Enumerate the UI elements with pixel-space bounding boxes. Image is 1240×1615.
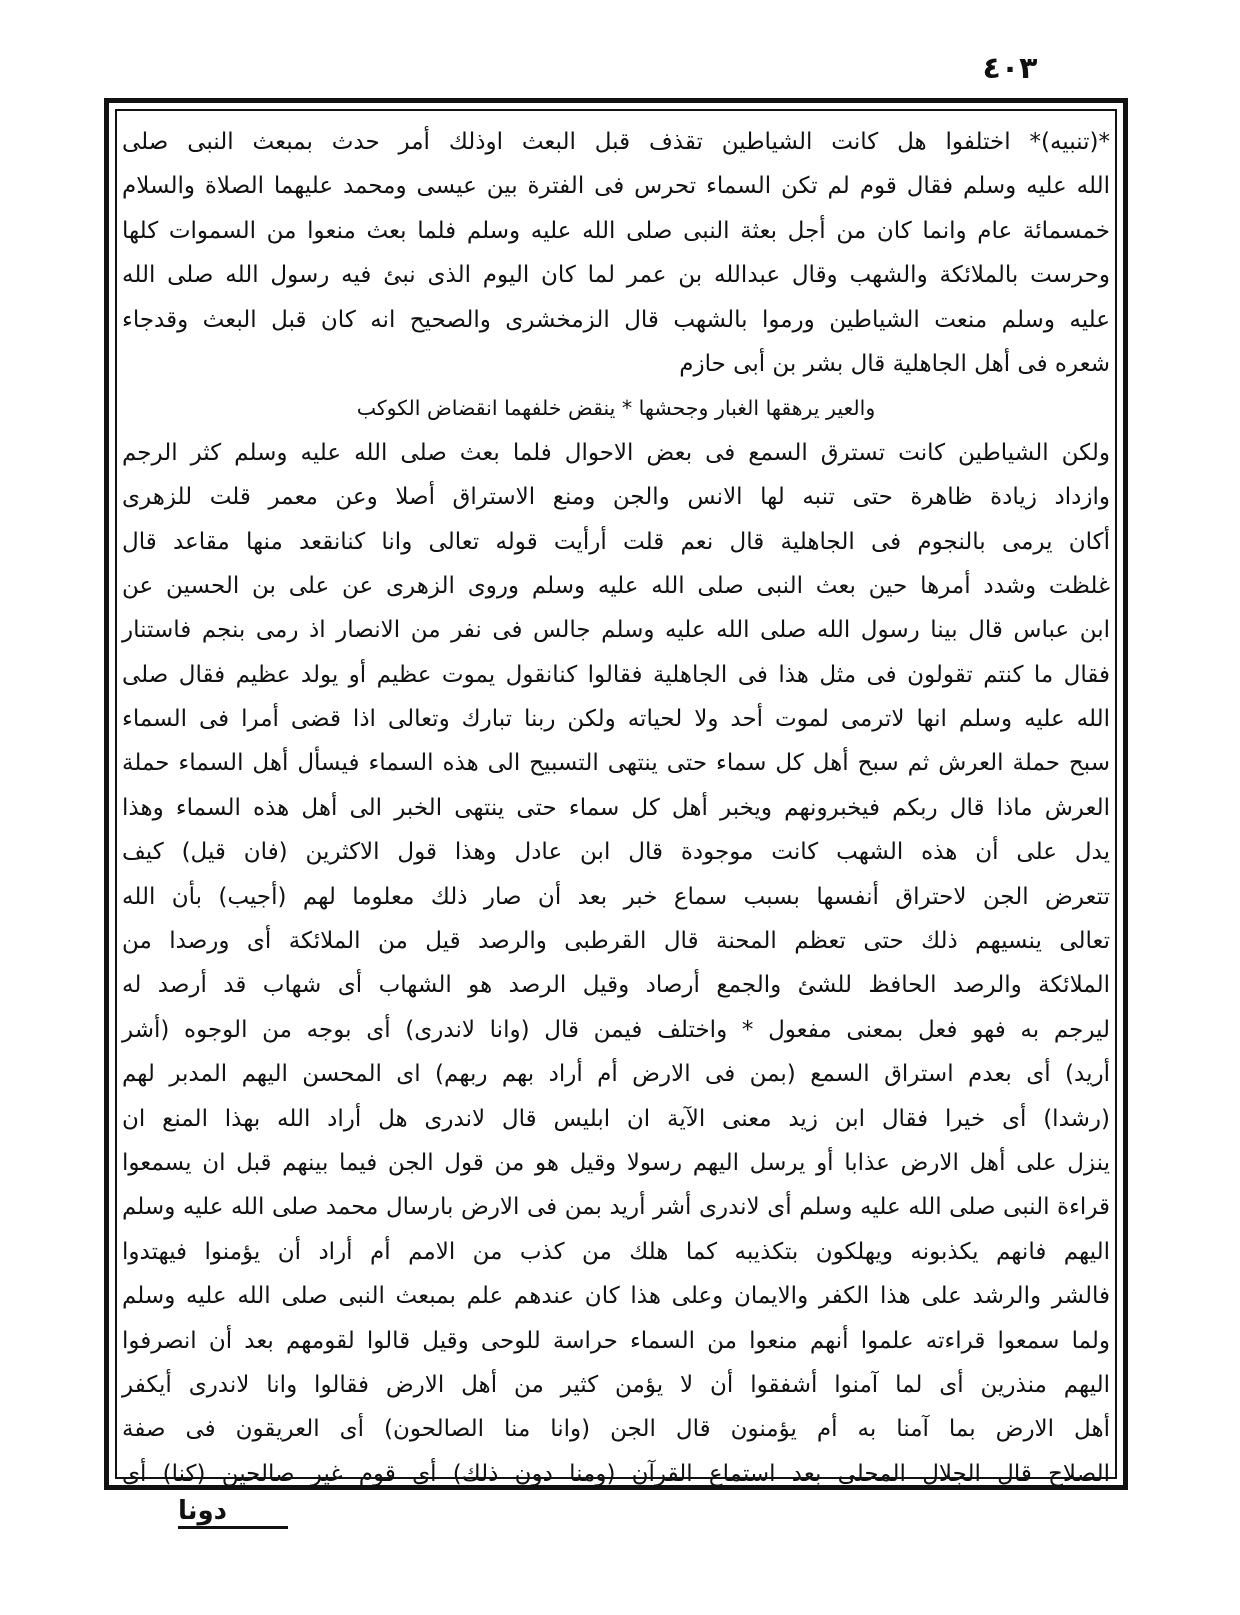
poetry-verse: والعير يرهقها الغبار وجحشها * ينقض خلفهما انقضاض الكوكب xyxy=(356,396,876,421)
catchword: دونا xyxy=(178,1496,288,1529)
text-line: أهل الارض بما آمنا به أم يؤمنون قال الجن (وانا منا الصالحون) أى العريقون فى صفة xyxy=(122,1416,1110,1443)
text-line: سبح حملة العرش ثم سبح أهل كل سماء حتى ينتهى التسبيح الى هذه السماء فيسأل أهل السماء حملة xyxy=(122,750,1110,777)
text-line: تعالى ينسيهم ذلك حتى تعظم المحنة قال القرطبى والرصد قيل من الملائكة أى ورصدا من xyxy=(122,928,1110,955)
text-line: ينزل على أهل الارض عذابا أو يرسل اليهم رسولا وقيل هو من قول الجن فيما بينهم قبل ان يسمعوا xyxy=(122,1149,1110,1176)
text-line: يدل على أن هذه الشهب كانت موجودة قال ابن عادل وهذا قول الاكثرين (فان قيل) كيف xyxy=(122,839,1110,866)
text-line: *(تنبيه)* اختلفوا هل كانت الشياطين تقذف قبل البعث اوذلك أمر حدث بمبعث النبى صلى xyxy=(122,129,1110,155)
text-line: الله عليه وسلم انها لاترمى لموت أحد ولا لحياته ولكن ربنا تبارك وتعالى اذا قضى أمرا فى السماء xyxy=(122,706,1110,733)
text-line: غلظت وشدد أمرها حين بعث النبى صلى الله عليه وسلم وروى الزهرى عن على بن الحسين عن xyxy=(122,572,1110,599)
text-line: خمسمائة عام وانما كان من أجل بعثة النبى صلى الله عليه وسلم فلما بعث منعوا من السموات كلها xyxy=(122,217,1110,244)
text-line: وحرست بالملائكة والشهب وقال عبدالله بن عمر لما كان اليوم الذى نبئ فيه رسول الله صلى الله xyxy=(122,262,1110,289)
commentary-text xyxy=(122,120,1110,1487)
text-line: عليه وسلم منعت الشياطين ورموا بالشهب قال الزمخشرى والصحيح انه كان قبل البعث وقدجاء xyxy=(122,306,1110,333)
text-line: وازداد زيادة ظاهرة حتى تنبه لها الانس والجن ومنع الاستراق أصلا وعن معمر قلت للزهرى xyxy=(122,484,1110,511)
text-line: فالشر والرشد على هذا الكفر والايمان وعلى هذا كان عندهم علم بمبعث النبى صلى الله عليه وسلم xyxy=(122,1283,1110,1310)
text-line: أريد) أى بعدم استراق السمع (بمن فى الارض أم أراد بهم ربهم) اى المحسن اليهم المدبر لهم xyxy=(122,1061,1110,1088)
text-line: اليهم فانهم يكذبونه ويهلكون بتكذيبه كما هلك من كذب من الامم أم أراد أن يؤمنوا فيهتدوا xyxy=(122,1238,1110,1265)
text-line: أكان يرمى بالنجوم فى الجاهلية قال نعم قلت أرأيت قوله تعالى وانا كنانقعد منها مقاعد قال xyxy=(122,528,1110,555)
text-line: الله عليه وسلم فقال قوم لم تكن السماء تحرس فى الفترة بين عيسى ومحمد عليهما الصلاة والسلام xyxy=(122,173,1110,200)
text-line: ابن عباس قال بينا رسول الله صلى الله عليه وسلم جالس فى نفر من الانصار اذ رمى بنجم فاستنار xyxy=(122,617,1110,644)
text-line: ليرجم به فهو فعل بمعنى مفعول * واختلف فيمن قال (وانا لاندرى) أى بوجه من الوجوه (أشر xyxy=(122,1016,1110,1043)
text-line: تتعرض الجن لاحتراق أنفسها بسبب سماع خبر بعد أن صار ذلك معلوما لهم (أجيب) بأن الله xyxy=(122,883,1110,910)
text-line: شعره فى أهل الجاهلية قال بشر بن أبى حازم xyxy=(679,350,1110,377)
text-line: ولكن الشياطين كانت تسترق السمع فى بعض الاحوال فلما بعث صلى الله عليه وسلم كثر الرجم xyxy=(122,439,1110,466)
text-line: الملائكة والرصد الحافظ للشئ والجمع أرصاد وقيل الرصد هو الشهاب أى شهاب قد أرصد له xyxy=(122,972,1110,999)
text-line: اليهم منذرين أى لما آمنوا أشفقوا أن لا يؤمن كثير من أهل الارض فقالوا وانا لاندرى أيكفر xyxy=(122,1371,1110,1398)
text-line: فقال ما كنتم تقولون فى مثل هذا فى الجاهلية فقالوا كنانقول يموت عظيم أو يولد عظيم فقال صلى xyxy=(122,661,1110,688)
text-line: ولما سمعوا قراءته علموا أنهم منعوا من السماء حراسة للوحى وقيل قالوا لقومهم بعد أن انصرفوا xyxy=(122,1327,1110,1354)
page-number: ٤٠٣ xyxy=(982,51,1038,86)
text-line: الصلاح قال الجلال المحلى بعد استماع القرآن (ومنا دون ذلك) أى قوم غير صالحين (كنا) أى xyxy=(122,1460,1110,1487)
text-line: (رشدا) أى خيرا فقال ابن زيد معنى الآية ان ابليس قال لاندرى هل أراد الله بهذا المنع ان xyxy=(122,1105,1110,1132)
text-line: العرش ماذا قال ربكم فيخبرونهم ويخبر أهل كل سماء حتى ينتهى الخبر الى أهل هذه السماء وهذا xyxy=(122,794,1110,821)
text-line: قراءة النبى صلى الله عليه وسلم أى لاندرى أشر أريد بمن فى الارض بارسال محمد صلى الله عليه وسلم xyxy=(122,1194,1110,1221)
